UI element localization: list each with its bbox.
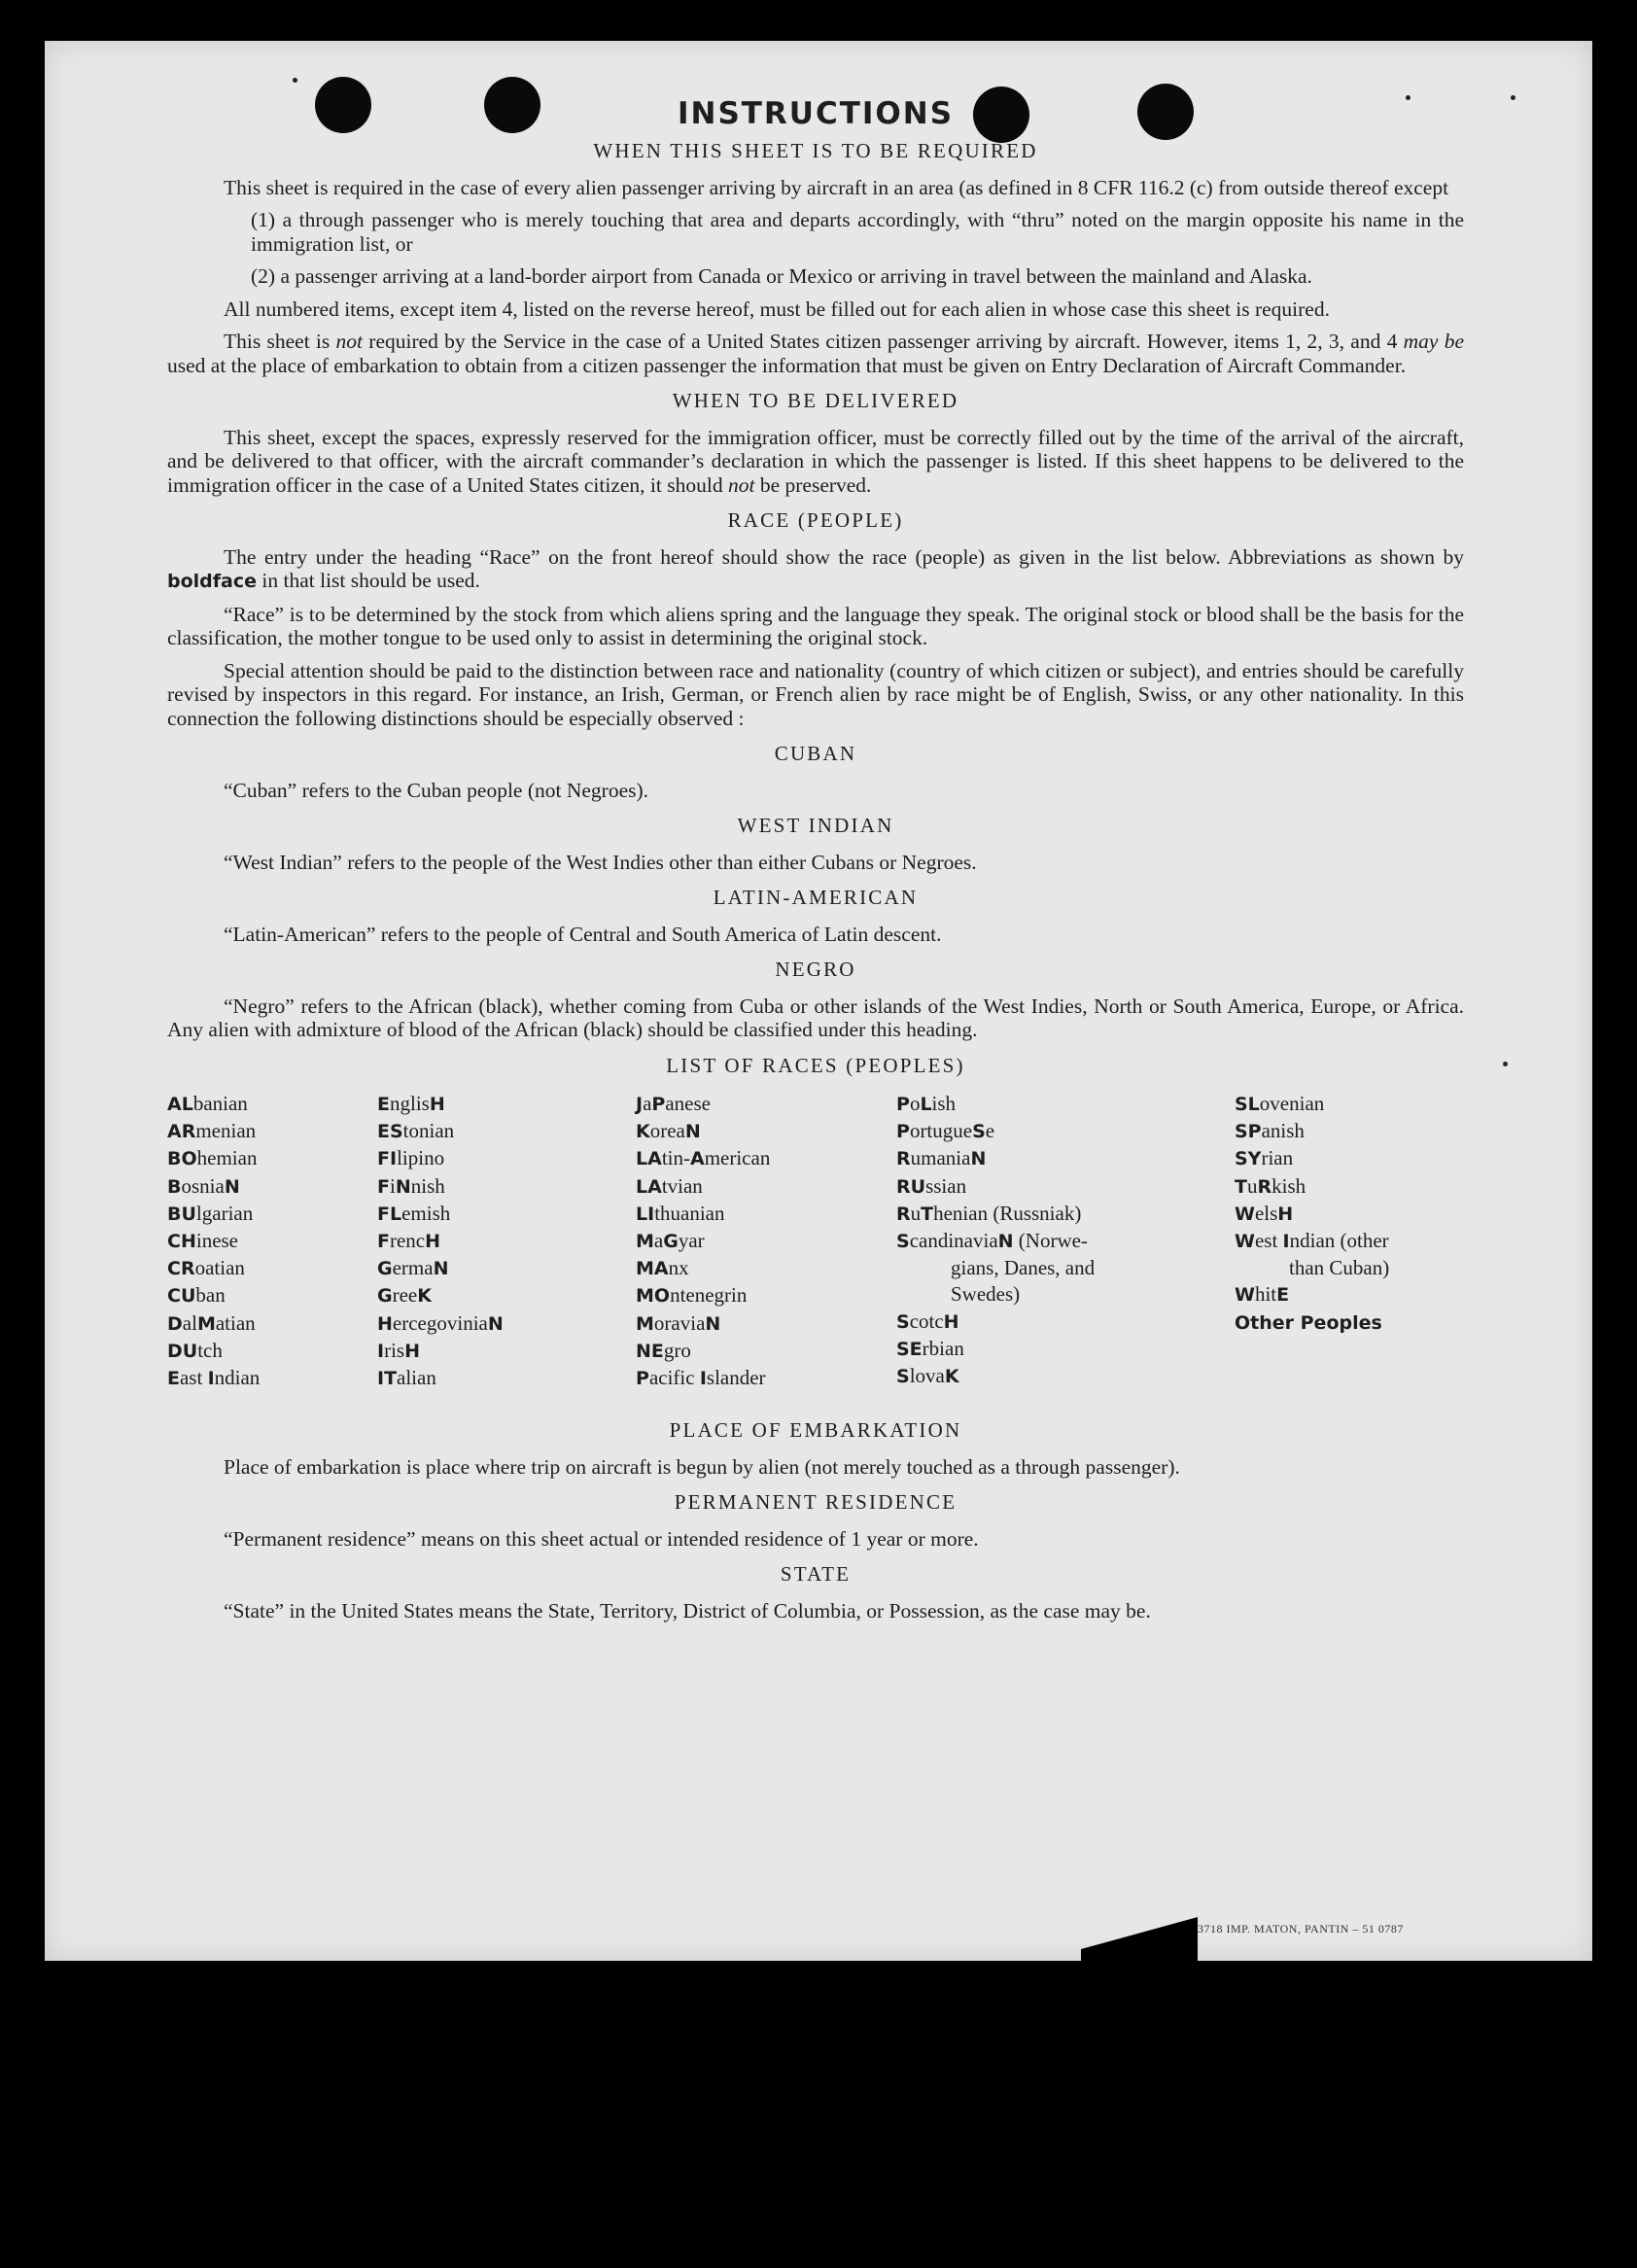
race-entry: Other Peoples — [1235, 1311, 1382, 1334]
race-entry: IrisH — [377, 1338, 420, 1362]
heading-state: STATE — [780, 1562, 852, 1586]
heading-cuban: CUBAN — [774, 742, 857, 765]
race-entry: LAtvian — [636, 1173, 703, 1198]
paragraph: This sheet is required in the case of every alien passenger arriving by aircraft in an area (as defined in 8 CFR 116.2 (c) from outside thereof except — [224, 175, 1449, 199]
paragraph: The entry under the heading “Race” on the front hereof should show the race (people) as given in the list below. Abbreviations as shown by boldface in that list should be used. — [167, 544, 1464, 592]
race-entry: MAnx — [636, 1256, 689, 1280]
heading-permanent-residence: PERMANENT RESIDENCE — [674, 1490, 958, 1514]
race-entry: LAtin-American — [636, 1146, 771, 1170]
heading-west-indian: WEST INDIAN — [737, 814, 894, 837]
race-entry: MoraviaN — [636, 1310, 721, 1335]
race-entry: gians, Danes, and — [951, 1256, 1096, 1280]
exception-item-1: (1) a through passenger who is merely touching that area and departs accordingly, with “thru” noted on the margin opposite his name in the immigration list, or — [251, 208, 1464, 256]
race-entry: RUssian — [896, 1173, 967, 1198]
race-entry: ALbanian — [167, 1092, 248, 1115]
race-entry: GreeK — [377, 1283, 432, 1308]
race-entry: GermaN — [377, 1256, 449, 1280]
exception-item-2: (2) a passenger arriving at a land-border airport from Canada or Mexico or arriving in travel between the mainland and Alaska. — [251, 264, 1312, 288]
race-entry: FLemish — [377, 1201, 451, 1225]
race-entry: SPanish — [1235, 1119, 1305, 1143]
race-entry: BUlgarian — [167, 1201, 254, 1225]
race-entry: FrencH — [377, 1229, 441, 1253]
paragraph: “Latin-American” refers to the people of Central and South America of Latin descent. — [224, 922, 942, 946]
race-entry: East Indian — [167, 1366, 261, 1390]
race-entry: LIthuanian — [636, 1201, 725, 1225]
race-column-3 — [636, 1091, 770, 1392]
paragraph: Place of embarkation is place where trip on aircraft is begun by alien (not merely touched as a through passenger). — [224, 1454, 1180, 1479]
race-entry: FiNnish — [377, 1173, 445, 1198]
paragraph: “West Indian” refers to the people of the West Indies other than either Cubans or Negroes. — [224, 850, 977, 874]
paragraph: This sheet is not required by the Service in the case of a United States citizen passenger arriving by aircraft. However, items 1, 2, 3, and 4 may be used at the place of embarkation to obtain from a citizen passenger the information that must be given on Entry Declaration of Aircraft Commander. — [167, 330, 1464, 377]
race-entry: SlovaK — [896, 1364, 959, 1388]
race-entry: HercegoviniaN — [377, 1310, 504, 1335]
race-entry: SErbian — [896, 1336, 964, 1360]
speck — [1511, 95, 1515, 100]
race-column-2 — [377, 1091, 504, 1392]
paragraph: This sheet, except the spaces, expressly reserved for the immigration officer, must be correctly filled out by the time of the arrival of the aircraft, and be delivered to that officer, with the aircraft commander’s declaration in which the passenger is listed. If this sheet happens to be delivered to the immigration officer in the case of a United States citizen, it should not be preserved. — [167, 425, 1464, 497]
printer-imprint: 3718 IMP. MATON, PANTIN – 51 0787 — [1198, 1922, 1404, 1936]
race-entry: CUban — [167, 1283, 226, 1308]
heading-embarkation: PLACE OF EMBARKATION — [669, 1418, 962, 1442]
race-entry: BosniaN — [167, 1173, 240, 1198]
instructions-body — [167, 97, 1464, 1631]
race-entry: SLovenian — [1235, 1092, 1325, 1115]
race-column-5 — [1235, 1091, 1389, 1337]
race-entry: JaPanese — [636, 1092, 711, 1115]
race-entry: EnglisH — [377, 1092, 445, 1115]
race-entry: Pacific Islander — [636, 1366, 766, 1390]
paragraph: “Cuban” refers to the Cuban people (not Negroes). — [224, 778, 649, 802]
race-entry: than Cuban) — [1289, 1256, 1390, 1280]
race-entry: FIlipino — [377, 1146, 445, 1170]
race-entry: DalMatian — [167, 1310, 256, 1335]
heading-latin-american: LATIN-AMERICAN — [713, 886, 919, 909]
speck — [293, 78, 297, 83]
race-entry: SYrian — [1235, 1146, 1294, 1170]
paragraph: “Permanent residence” means on this sheet actual or intended residence of 1 year or more. — [224, 1526, 979, 1551]
paragraph: All numbered items, except item 4, listed on the reverse hereof, must be filled out for each alien in whose case this sheet is required. — [224, 297, 1330, 321]
race-entry: RumaniaN — [896, 1146, 987, 1170]
race-entry: ARmenian — [167, 1119, 257, 1143]
race-entry: Swedes) — [951, 1282, 1021, 1307]
race-entry: RuThenian (Russniak) — [896, 1201, 1082, 1225]
race-entry: CHinese — [167, 1229, 239, 1253]
heading-negro: NEGRO — [775, 958, 856, 981]
race-column-1 — [167, 1091, 260, 1392]
race-entry: DUtch — [167, 1338, 223, 1362]
race-entry: ScandinaviaN (Norwe- — [896, 1229, 1088, 1253]
race-entry: WelsH — [1235, 1201, 1294, 1225]
heading-when-required: WHEN THIS SHEET IS TO BE REQUIRED — [593, 139, 1038, 162]
race-entry: ScotcH — [896, 1308, 959, 1333]
heading-when-delivered: WHEN TO BE DELIVERED — [672, 389, 959, 412]
race-entry: NEgro — [636, 1338, 691, 1362]
speck — [1503, 1062, 1508, 1066]
paragraph: “Negro” refers to the African (black), whether coming from Cuba or other islands of the West Indies, North or South America, Europe, or Africa. Any alien with admixture of blood of the African (black) should be classified under this heading. — [167, 994, 1464, 1041]
heading-list-of-races: LIST OF RACES (PEOPLES) — [666, 1053, 965, 1077]
race-entry: CRoatian — [167, 1256, 245, 1280]
race-entry: MOntenegrin — [636, 1283, 748, 1308]
race-entry: BOhemian — [167, 1146, 258, 1170]
page-title: INSTRUCTIONS — [677, 96, 955, 131]
race-column-4 — [896, 1091, 1095, 1390]
race-entry: West Indian (other — [1235, 1229, 1389, 1253]
race-entry: ITalian — [377, 1366, 436, 1390]
race-entry: PortugueSe — [896, 1119, 995, 1143]
race-entry: EStonian — [377, 1119, 455, 1143]
heading-race: RACE (PEOPLE) — [727, 508, 904, 532]
race-entry: WhitE — [1235, 1282, 1290, 1307]
race-entry: TuRkish — [1235, 1173, 1306, 1198]
paragraph: “Race” is to be determined by the stock from which aliens spring and the language they speak. The original stock or blood shall be the basis for the classification, the mother tongue to be used only to assist in determining the original stock. — [167, 602, 1464, 649]
race-list — [167, 1091, 1464, 1407]
race-entry: MaGyar — [636, 1229, 705, 1253]
race-entry: KoreaN — [636, 1119, 701, 1143]
paragraph: Special attention should be paid to the distinction between race and nationality (country of which citizen or subject), and entries should be carefully revised by inspectors in this regard. For instance, an Irish, German, or French alien by race might be of English, Swiss, or any other nationality. In this connection the following distinctions should be especially observed : — [167, 658, 1464, 730]
race-entry: PoLish — [896, 1092, 957, 1115]
paragraph: “State” in the United States means the State, Territory, District of Columbia, or Possession, as the case may be. — [224, 1598, 1151, 1622]
